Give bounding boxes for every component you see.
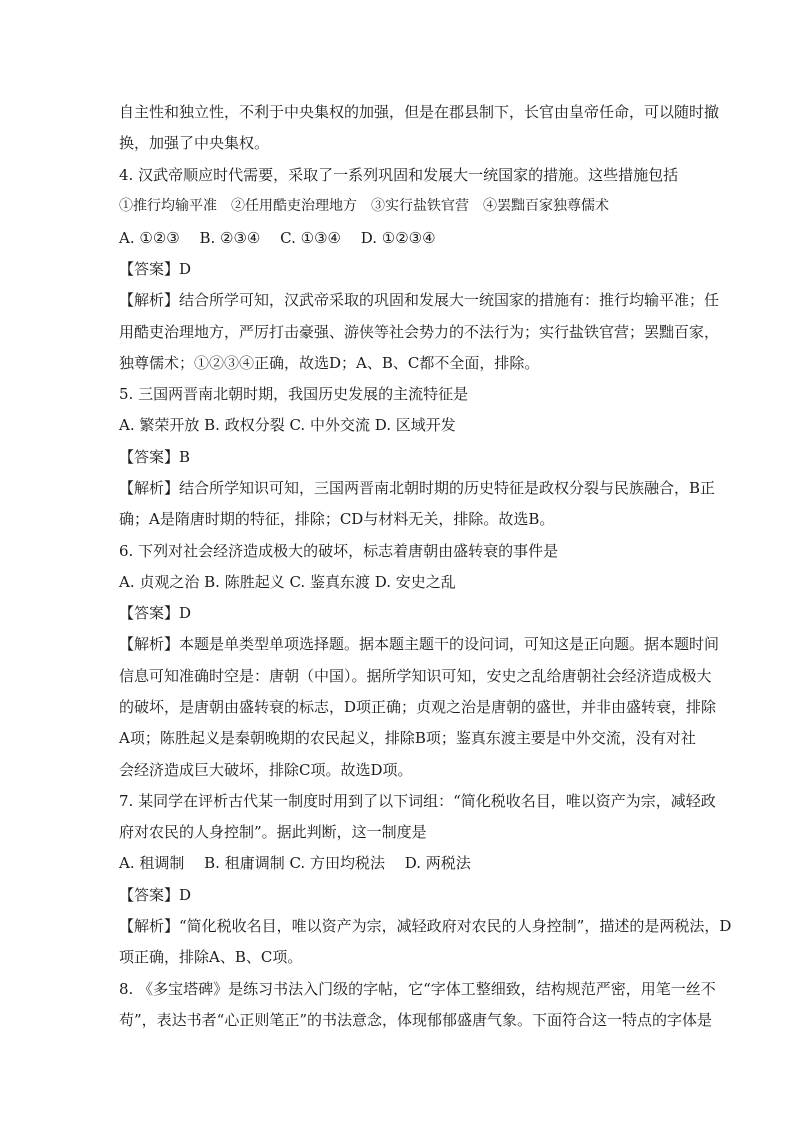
question-5: 5. 三国两晋南北朝时期，我国历史发展的主流特征是 bbox=[119, 385, 469, 403]
question-7-options: A. 租调制 B. 租庸调制 C. 方田均税法 D. 两税法 bbox=[119, 854, 471, 872]
question-5-options: A. 繁荣开放 B. 政权分裂 C. 中外交流 D. 区域开发 bbox=[119, 416, 456, 434]
question-4-options: A. ①②③ B. ②③④ C. ①③④ D. ①②③④ bbox=[119, 229, 436, 247]
analysis-4: 【解析】结合所学可知，汉武帝采取的巩固和发展大一统国家的措施有：推行均输平准；任 bbox=[119, 291, 720, 309]
question-4: 4. 汉武帝顺应时代需要，采取了一系列巩固和发展大一统国家的措施。这些措施包括 bbox=[119, 166, 679, 184]
answer-6: 【答案】D bbox=[119, 604, 192, 622]
analysis-5: 【解析】结合所学知识可知，三国两晋南北朝时期的历史特征是政权分裂与民族融合，B正 bbox=[119, 479, 716, 497]
text-line: 换，加强了中央集权。 bbox=[119, 134, 270, 152]
question-7: 7. 某同学在评析古代某一制度时用到了以下词组：“简化税收名目，唯以资产为宗，减轻政 bbox=[119, 792, 716, 810]
analysis-7: 【解析】“简化税收名目，唯以资产为宗，减轻政府对农民的人身控制”，描述的是两税法，D bbox=[119, 917, 732, 935]
analysis-6-cont: 信息可知准确时空是：唐朝（中国）。据所学知识可知，安史之乱给唐朝社会经济造成极大 bbox=[119, 667, 712, 685]
question-6-options: A. 贞观之治 B. 陈胜起义 C. 鉴真东渡 D. 安史之乱 bbox=[119, 573, 456, 591]
answer-4: 【答案】D bbox=[119, 260, 192, 278]
analysis-4-cont: 独尊儒术；①②③④正确，故选D；A、B、C都不全面，排除。 bbox=[119, 354, 540, 372]
answer-7: 【答案】D bbox=[119, 886, 192, 904]
question-8-cont: 苟”，表达书者“心正则笔正”的书法意念，体现郁郁盛唐气象。下面符合这一特点的字体是 bbox=[119, 1011, 713, 1029]
answer-5: 【答案】B bbox=[119, 448, 191, 466]
question-6: 6. 下列对社会经济造成极大的破坏，标志着唐朝由盛转衰的事件是 bbox=[119, 542, 559, 560]
analysis-6-cont: 会经济造成巨大破坏，排除C项。故选D项。 bbox=[119, 761, 413, 779]
analysis-6: 【解析】本题是单类型单项选择题。据本题主题干的设问词，可知这是正向题。据本题时间 bbox=[119, 635, 720, 653]
analysis-6-cont: A项；陈胜起义是秦朝晚期的农民起义，排除B项；鉴真东渡主要是中外交流，没有对社 bbox=[119, 729, 696, 747]
question-4-items: ①推行均输平准 ②任用酷吏治理地方 ③实行盐铁官营 ④罢黜百家独尊儒术 bbox=[119, 198, 609, 214]
analysis-5-cont: 确；A是隋唐时期的特征，排除；CD与材料无关，排除。故选B。 bbox=[119, 510, 555, 528]
analysis-4-cont: 用酷吏治理地方，严厉打击豪强、游侠等社会势力的不法行为；实行盐铁官营；罢黜百家， bbox=[119, 323, 720, 341]
text-line: 自主性和独立性，不利于中央集权的加强，但是在郡县制下，长官由皇帝任命，可以随时撤 bbox=[119, 103, 720, 121]
question-8: 8. 《多宝塔碑》是练习书法入门级的字帖，它“字体工整细致，结构规范严密，用笔一丝不 bbox=[119, 980, 716, 998]
analysis-7-cont: 项正确，排除A、B、C项。 bbox=[119, 948, 303, 966]
question-7-cont: 府对农民的人身控制”。据此判断，这一制度是 bbox=[119, 823, 427, 841]
analysis-6-cont: 的破坏，是唐朝由盛转衰的标志，D项正确；贞观之治是唐朝的盛世，并非由盛转衰，排除 bbox=[119, 698, 717, 716]
